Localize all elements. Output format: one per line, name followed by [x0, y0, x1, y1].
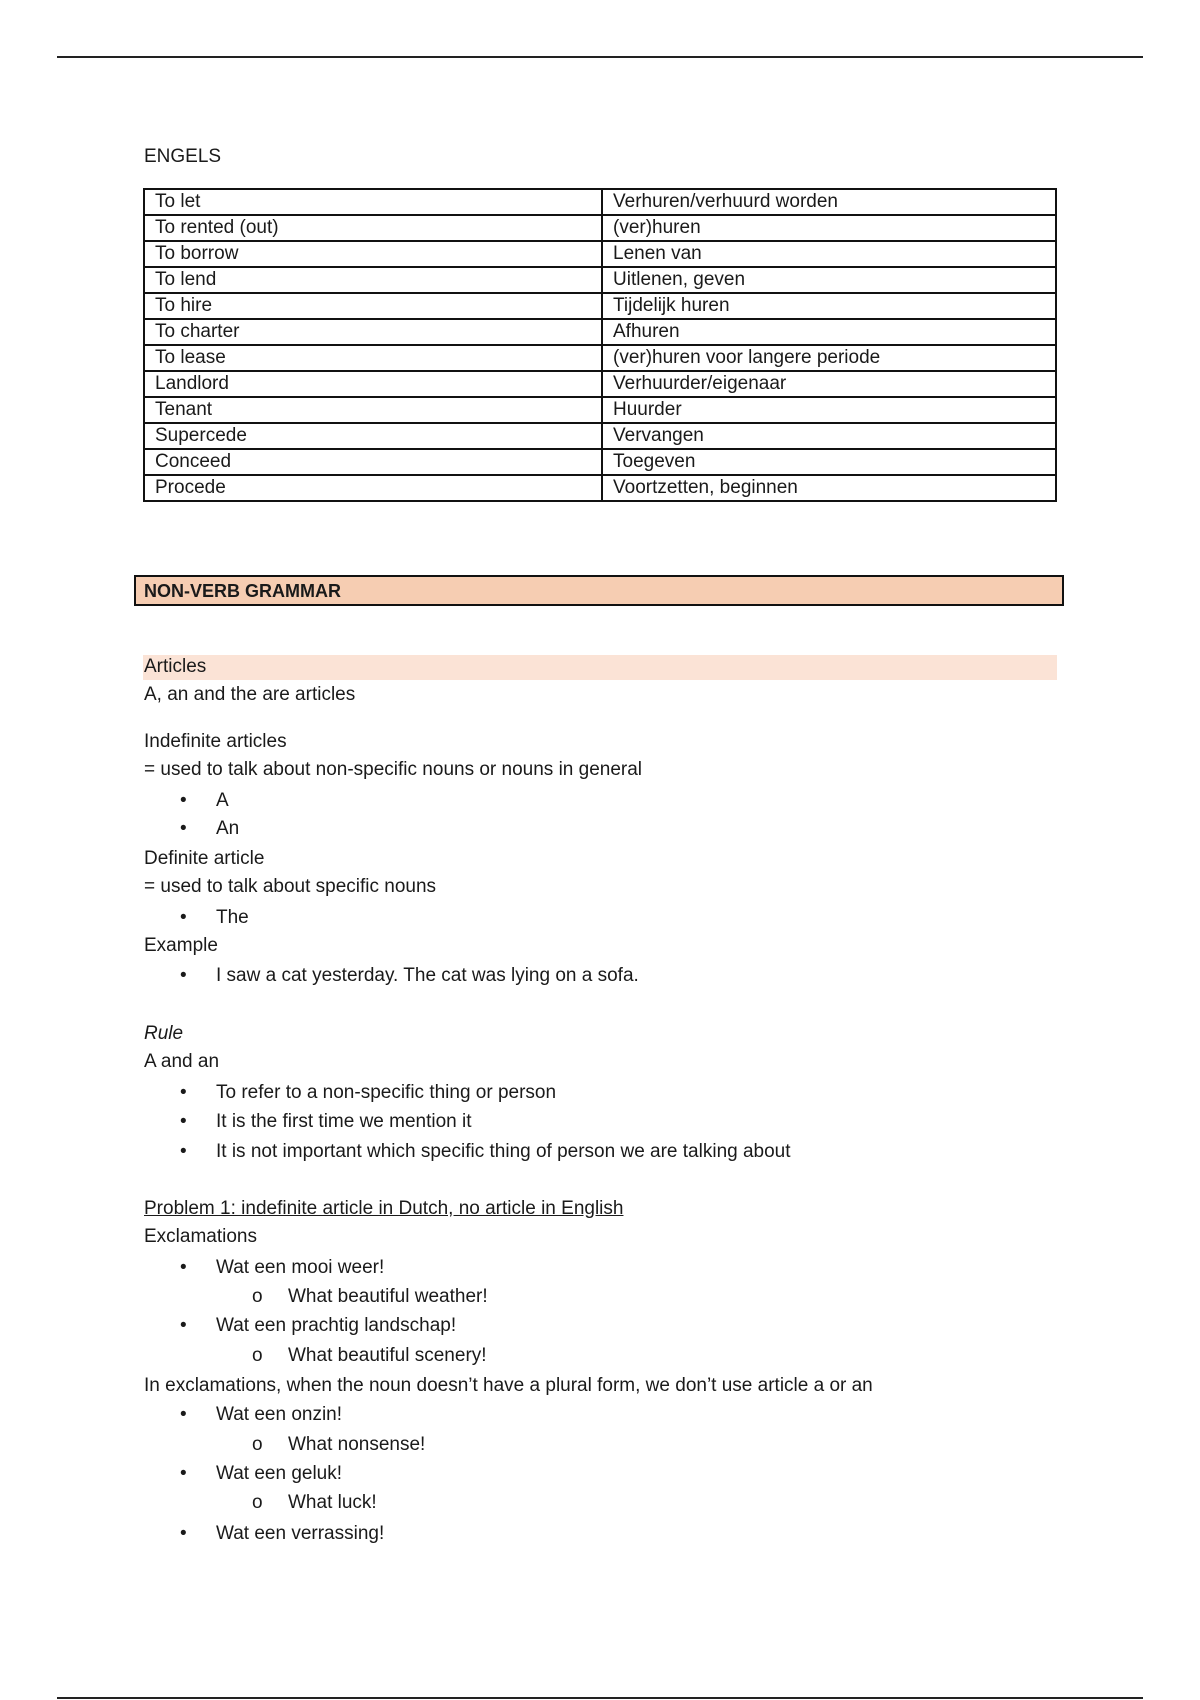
rule-subtitle: A and an: [144, 1051, 220, 1072]
definite-heading: Definite article: [144, 848, 265, 869]
table-row: [144, 397, 1056, 423]
table-cell-dutch: (ver)huren: [602, 215, 1056, 241]
table-cell-dutch: Afhuren: [602, 319, 1056, 345]
table-row: [144, 449, 1056, 475]
table-cell-english: To hire: [144, 293, 602, 319]
rule-title: Rule: [144, 1023, 184, 1044]
table-row: [144, 241, 1056, 267]
example-heading: Example: [144, 935, 218, 956]
problem1-title: Problem 1: indefinite article in Dutch, no article in English: [144, 1198, 624, 1219]
table-cell-english: To lend: [144, 267, 602, 293]
table-cell-dutch: Uitlenen, geven: [602, 267, 1056, 293]
sub-bullet-marker: o: [252, 1345, 263, 1366]
sub-bullet-marker: o: [252, 1492, 263, 1513]
table-row: [144, 189, 1056, 215]
sub-bullet-marker: o: [252, 1286, 263, 1307]
table-row: [144, 423, 1056, 449]
table-cell-english: To let: [144, 189, 602, 215]
table-row: [144, 475, 1056, 501]
table-cell-dutch: Verhuren/verhuurd worden: [602, 189, 1056, 215]
footer-rule: [57, 1697, 1143, 1699]
table-cell-dutch: (ver)huren voor langere periode: [602, 345, 1056, 371]
table-cell-english: To charter: [144, 319, 602, 345]
table-cell-english: Procede: [144, 475, 602, 501]
table-row: [144, 215, 1056, 241]
articles-intro: A, an and the are articles: [144, 684, 356, 705]
table-cell-dutch: Lenen van: [602, 241, 1056, 267]
problem1-subtitle: Exclamations: [144, 1226, 257, 1247]
articles-highlight: [143, 655, 1057, 680]
table-row: [144, 345, 1056, 371]
table-cell-dutch: Toegeven: [602, 449, 1056, 475]
table-cell-dutch: Huurder: [602, 397, 1056, 423]
indefinite-desc: = used to talk about non-specific nouns or nouns in general: [144, 759, 643, 780]
table-row: [144, 371, 1056, 397]
indefinite-heading: Indefinite articles: [144, 731, 287, 752]
table-cell-english: Tenant: [144, 397, 602, 423]
table-cell-dutch: Voortzetten, beginnen: [602, 475, 1056, 501]
header-rule: [57, 56, 1143, 58]
table-cell-english: Conceed: [144, 449, 602, 475]
table-cell-dutch: Verhuurder/eigenaar: [602, 371, 1056, 397]
section-banner: NON-VERB GRAMMAR: [134, 575, 1064, 606]
table-cell-dutch: Vervangen: [602, 423, 1056, 449]
definite-desc: = used to talk about specific nouns: [144, 876, 437, 897]
table-cell-english: To lease: [144, 345, 602, 371]
table-cell-english: Supercede: [144, 423, 602, 449]
table-cell-dutch: Tijdelijk huren: [602, 293, 1056, 319]
problem1-note: In exclamations, when the noun doesn’t have a plural form, we don’t use article a or an: [144, 1375, 873, 1396]
table-row: [144, 267, 1056, 293]
table-cell-english: To borrow: [144, 241, 602, 267]
table-cell-english: Landlord: [144, 371, 602, 397]
vocabulary-table: [143, 188, 1057, 502]
articles-title: Articles: [144, 656, 207, 677]
page-heading: ENGELS: [144, 146, 222, 167]
table-cell-english: To rented (out): [144, 215, 602, 241]
sub-bullet-marker: o: [252, 1434, 263, 1455]
table-row: [144, 319, 1056, 345]
table-row: [144, 293, 1056, 319]
